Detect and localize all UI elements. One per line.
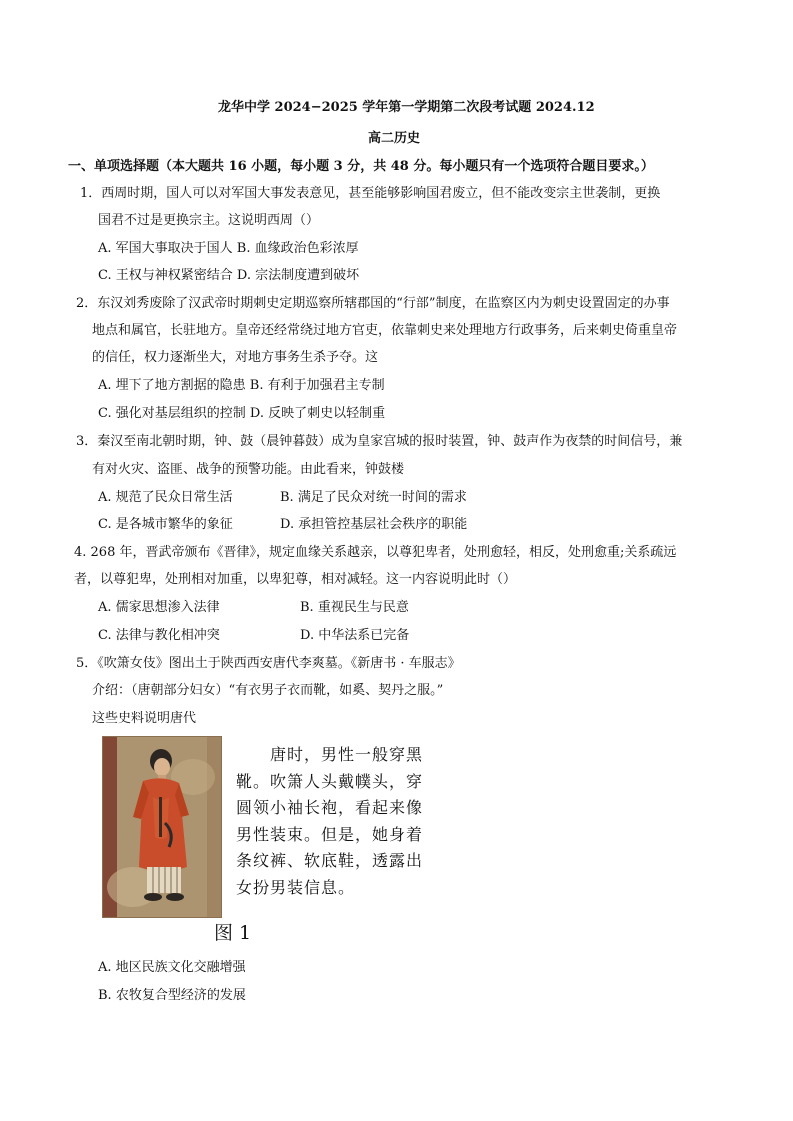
- option-d: D. 中华法系已完备: [300, 628, 410, 643]
- question-line: 国君不过是更换宗主。这说明西周（）: [98, 213, 320, 228]
- question-line: 地点和属官，长驻地方。皇帝还经常绕过地方官吏，依靠刺史来处理地方行政事务，后来刺史倚重皇帝: [92, 323, 678, 338]
- option-c: C. 是各城市繁华的象征: [98, 517, 233, 532]
- option-line: A. 埋下了地方割据的隐患 B. 有利于加强君主专制: [98, 378, 385, 393]
- exam-subject: 高二历史: [368, 131, 421, 146]
- option-line: C. 王权与神权紧密结合 D. 宗法制度遭到破坏: [98, 268, 360, 283]
- question-line: 的信任，权力逐渐坐大，对地方事务生杀予夺。这: [92, 350, 379, 365]
- question-line: 4. 268 年，晋武帝颁布《晋律》，规定血缘关系越亲，以尊犯卑者，处刑愈轻，相反，处刑愈重;关系疏远: [74, 545, 677, 560]
- description-line: 圆领小袖长袍，看起来像: [236, 798, 424, 817]
- question-line: 1．西周时期，国人可以对军国大事发表意见，甚至能够影响国君废立，但不能改变宗主世袭制，更换: [80, 186, 661, 201]
- option-c: C. 法律与教化相冲突: [98, 628, 220, 643]
- mural-figure-image: [102, 736, 222, 918]
- option-b: B. 满足了民众对统一时间的需求: [280, 490, 467, 505]
- option-line: A. 军国大事取决于国人 B. 血缘政治色彩浓厚: [98, 241, 359, 256]
- figure-caption: 图 1: [214, 922, 252, 944]
- option-b: B. 农牧复合型经济的发展: [98, 988, 246, 1003]
- figure-description: [236, 742, 436, 901]
- option-b: B. 重视民生与民意: [300, 600, 409, 615]
- exam-title: 龙华中学 2024−2025 学年第一学期第二次段考试题 2024.12: [218, 100, 595, 115]
- question-line: 介绍：（唐朝部分妇女）“有衣男子衣而靴，如奚、契丹之服。”: [92, 683, 444, 698]
- description-line: 条纹裤、软底鞋，透露出: [236, 851, 424, 870]
- question-line: 3．秦汉至南北朝时期，钟、鼓（晨钟暮鼓）成为皇家宫城的报时装置，钟、鼓声作为夜禁的时间信号，兼: [76, 434, 683, 449]
- option-a: A. 儒家思想渗入法律: [98, 600, 220, 615]
- question-line: 这些史料说明唐代: [92, 711, 197, 726]
- option-d: D. 承担管控基层社会秩序的职能: [280, 517, 468, 532]
- description-line: 唐时，男性一般穿黑: [270, 745, 424, 764]
- question-line: 2．东汉刘秀废除了汉武帝时期刺史定期巡察所辖郡国的“行部”制度，在监察区内为刺史设置固定的办事: [76, 296, 670, 311]
- section-heading: 一、单项选择题（本大题共 16 小题，每小题 3 分，共 48 分。每小题只有一个选项符合题目要求。）: [68, 159, 654, 174]
- option-line: C. 强化对基层组织的控制 D. 反映了刺史以轻制重: [98, 406, 386, 421]
- question-line: 5．《吹箫女伎》图出土于陕西西安唐代李爽墓。《新唐书 · 车服志》: [76, 656, 461, 671]
- option-a: A. 地区民族文化交融增强: [98, 960, 246, 975]
- description-line: 女扮男装信息。: [236, 877, 356, 897]
- option-a: A. 规范了民众日常生活: [98, 490, 233, 505]
- question-line: 者，以尊犯卑，处刑相对加重，以卑犯尊，相对减轻。这一内容说明此时（）: [74, 572, 517, 587]
- flute-player-painting: [103, 737, 221, 917]
- description-line: 男性装束。但是，她身着: [236, 824, 424, 844]
- question-line: 有对火灾、盗匪、战争的预警功能。由此看来，钟鼓楼: [92, 462, 405, 477]
- description-line: 靴。吹箫人头戴幞头，穿: [236, 771, 424, 791]
